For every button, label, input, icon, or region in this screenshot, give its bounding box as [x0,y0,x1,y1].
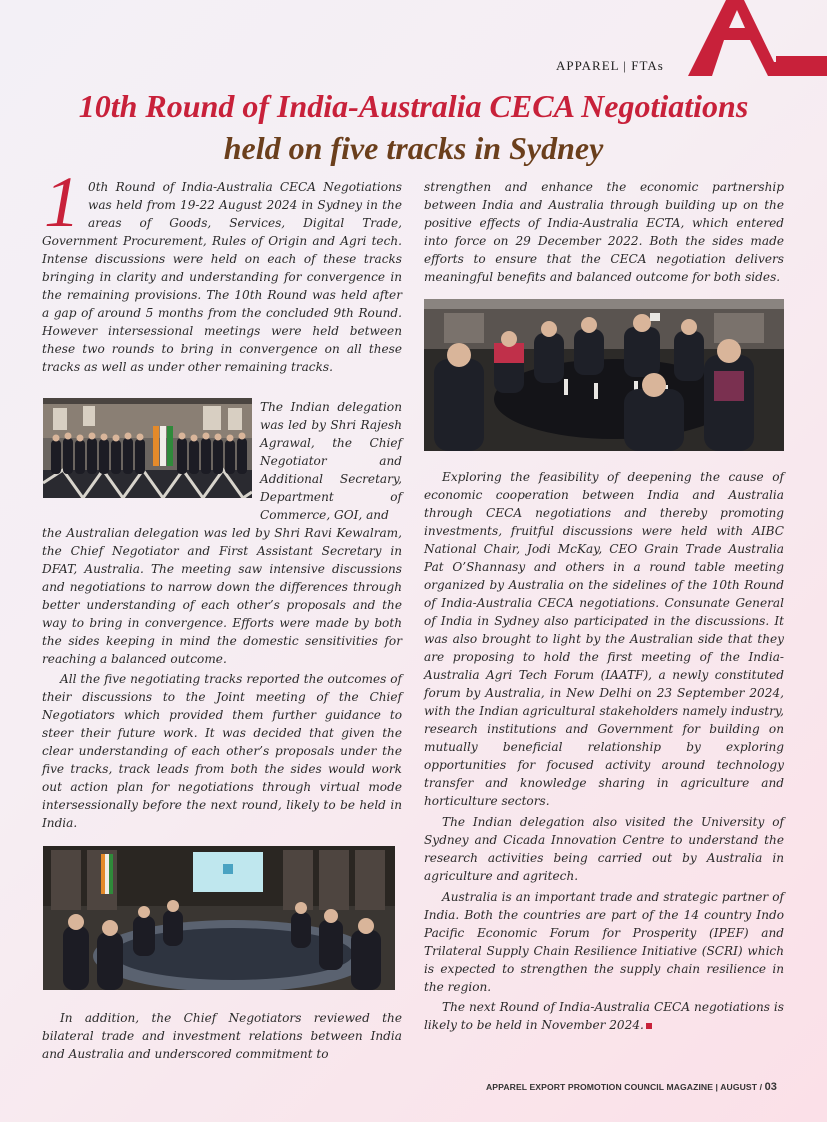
text-line: Government Procurement, Rules of Origin and Agri tech. [42,234,402,248]
paragraph-4-continued: strengthen and enhance the economic partnership between India and Australia through building up on the positive effects of India-Australia ECTA, which entered into force on 29 December 2022. Both the sides made efforts to ensure that the CECA negotiation delivers meaningful benefits and balanced outcome for both sides. [424,180,784,284]
text-line: was led by Shri Rajesh [260,418,402,432]
text-line: tracks as well as under other remaining tracks. [42,360,333,374]
page-footer [486,1081,777,1093]
text-line: Additional Secretary, [260,472,402,486]
paragraph-7: Australia is an important trade and strategic partner of India. Both the countries are part of the 14 country Indo Pacific Economic Forum for Prosperity (IPEF) and Trilateral Supply Chain Resilience Initiative (SCRI) which is expected to strengthen the supply chain resilience in the region. [424,890,784,994]
text-line: Commerce, GOI, and [260,508,389,522]
paragraph-5: Exploring the feasibility of deepening the cause of economic cooperation between India and Australia through CECA negotiations and thereby promoting investments, fruitful discussions were held with AIBC National Chair, Jodi McKay, CEO Grain Trade Australia Pat O’Shannasy and others in a round table meeting organized by Australia on the sidelines of the 10th Round of India-Australia CECA negotiations. Consunate General of India in Sydney also participated in the discussions. It was also brought to light by the Australian side that they are proposing to hold the first meeting of the India-Australia Agri Tech Forum (IAATF), a newly constituted forum by Australia, in New Delhi on 23 September 2024, with the Indian agricultural stakeholders namely industry, research institutions and Government for building on mutually beneficial relationship by exploring opportunities for focused activity around technology transfer and knowledge sharing in agriculture and horticulture sectors. [424,470,784,808]
paragraph-2-continued: the Australian delegation was led by Shri Ravi Kewalram, the Chief Negotiator and First Assistant Secretary in DFAT, Australia. The meeting saw intensive discussions and negotiations to narrow down the differences through better understanding of each other’s proposals and the way to bring in convergence. Efforts were made by both the sides keeping in mind the domestic sensitivities for reaching a balanced outcome. [42,526,402,666]
section-label: APPAREL | FTAs [556,58,664,73]
text-line: was held from 19-22 August 2024 in Sydney in the [88,198,402,212]
text-line: the remaining provisions. The 10th Round was held after [42,288,402,302]
text-line: Negotiator and [260,454,402,468]
text-line: Department of [260,490,402,504]
delegation-group-photo [43,398,252,498]
paragraph-8: The next Round of India-Australia CECA negotiations is likely to be held in November 2024. [424,1000,784,1032]
magazine-logo-letter-a [688,0,827,76]
footer-publication: APPAREL EXPORT PROMOTION COUNCIL MAGAZINE | AUGUST / [486,1082,763,1092]
text-line: Agrawal, the Chief [260,436,402,450]
text-line: a gap of around 5 months from the concluded 9th Round. [42,306,402,320]
drop-cap: 1 [44,162,80,242]
text-line: However intersessional meetings were held between [42,324,402,338]
page-number: 03 [764,1081,778,1093]
article-title-line-2: held on five tracks in Sydney [223,130,604,166]
text-line: 0th Round of India-Australia CECA Negotiations [88,180,402,194]
article-title-line-1: 10th Round of India-Australia CECA Negotiations [78,88,749,124]
text-line: areas of Goods, Services, Digital Trade, [88,216,402,230]
text-line: The Indian delegation [260,400,402,414]
paragraph-6: The Indian delegation also visited the University of Sydney and Cicada Innovation Centre to understand the research activities being carried out by Australia in agriculture and agritech. [424,815,784,883]
text-line: these two rounds to bring in convergence on all these [42,342,402,356]
text-line: bringing in clarity and understanding for convergence in [42,270,402,284]
round-table-meeting-photo [424,299,784,451]
joint-meeting-photo [43,846,395,990]
paragraph-4: In addition, the Chief Negotiators reviewed the bilateral trade and investment relations between India and Australia and underscored commitment to [42,1011,402,1061]
article-end-icon [646,1023,652,1029]
paragraph-3: All the five negotiating tracks reported the outcomes of their discussions to the Joint meeting of the Chief Negotiators which provided them further guidance to steer their future work. It was decided that given the clear understanding of each other’s proposals under the five tracks, track leads from both the sides would work out action plan for negotiations through virtual mode intersessionally before the next round, likely to be held in India. [42,672,402,830]
text-line: Intense discussions were held on each of these tracks [42,252,402,266]
